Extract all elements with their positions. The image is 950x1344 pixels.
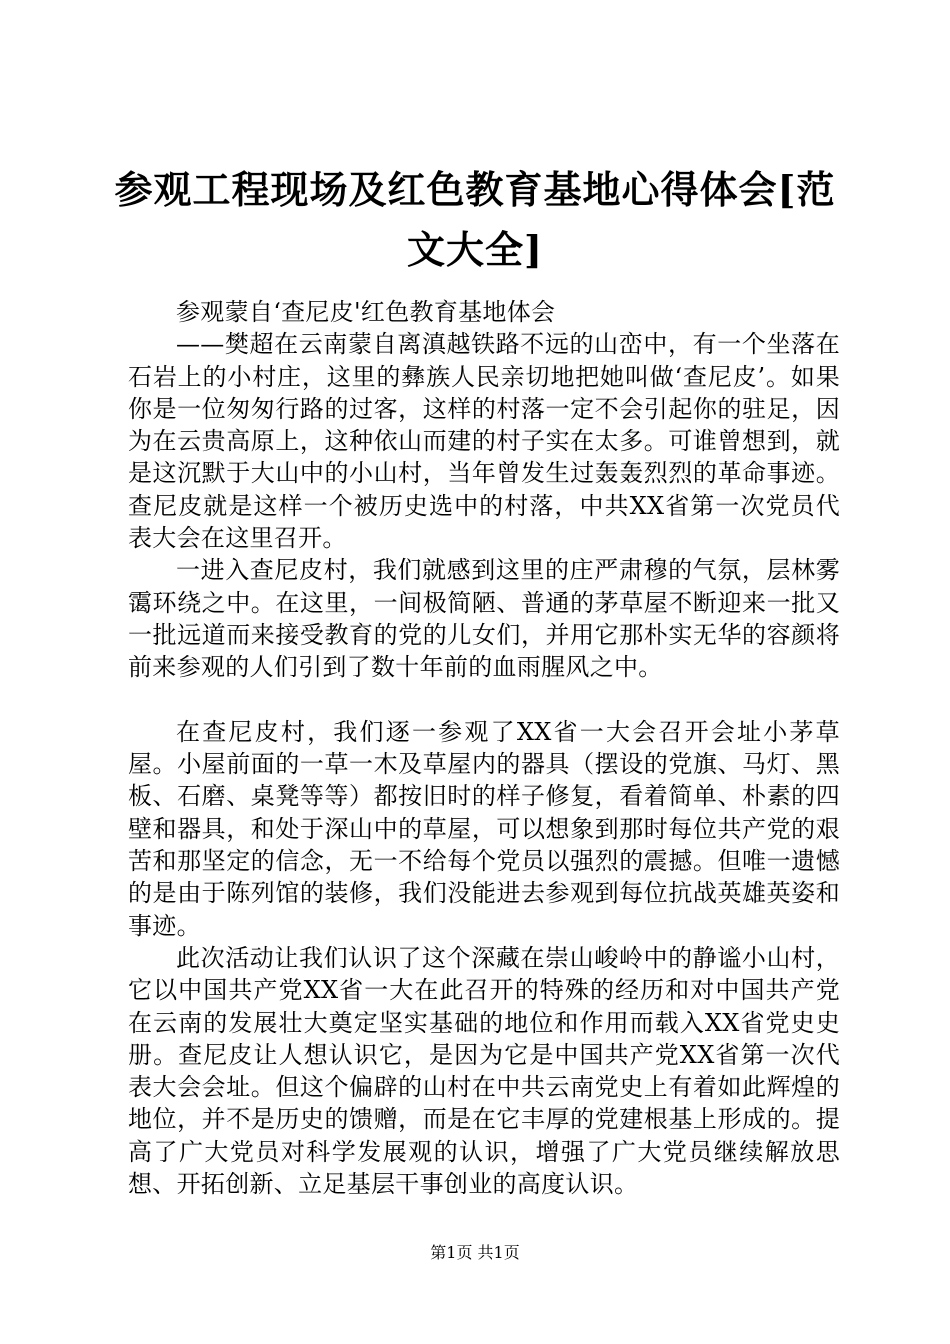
body-paragraph-2: 一进入查尼皮村，我们就感到这里的庄严肃穆的气氛，层林雾霭环绕之中。在这里，一间极简陋、普通的茅草屋不断迎来一批又一批远道而来接受教育的党的儿女们，并用它那朴实无华的容颜将前来参观的人们引到了数十年前的血雨腥风之中。 xyxy=(128,556,840,682)
subtitle-paragraph: 参观蒙自‘查尼皮'红色教育基地体会 xyxy=(176,298,556,326)
document-title: 参观工程现场及红色教育基地心得体会[范文大全] xyxy=(114,167,836,272)
body-paragraph-1: ——樊超在云南蒙自离滇越铁路不远的山峦中，有一个坐落在石岩上的小村庄，这里的彝族人民亲切地把她叫做‘查尼皮’。如果你是一位匆匆行路的过客，这样的村落一定不会引起你的驻足，因为在云贵高原上，这种依山而建的村子实在太多。可谁曾想到，就是这沉默于大山中的小山村，当年曾发生过轰轰烈烈的革命事迹。查尼皮就是这样一个被历史选中的村落，中共XX省第一次党员代表大会在这里召开。 xyxy=(128,330,840,553)
blank-line xyxy=(128,684,840,716)
body-paragraph-4: 此次活动让我们认识了这个深藏在崇山峻岭中的静谧小山村，它以中国共产党XX省一大在此召开的特殊的经历和对中国共产党在云南的发展壮大奠定坚实基础的地位和作用而载入XX省党史史册。查尼皮让人想认识它，是因为它是中国共产党XX省第一次代表大会会址。但这个偏辟的山村在中共云南党史上有着如此辉煌的地位，并不是历史的馈赠，而是在它丰厚的党建根基上形成的。提高了广大党员对科学发展观的认识，增强了广大党员继续解放思想、开拓创新、立足基层干事创业的高度认识。 xyxy=(128,943,840,1199)
page-number-footer: 第1页 共1页 xyxy=(430,1243,520,1262)
body-paragraph-3: 在查尼皮村，我们逐一参观了XX省一大会召开会址小茅草屋。小屋前面的一草一木及草屋内的器具（摆设的党旗、马灯、黑板、石磨、桌凳等等）都按旧时的样子修复，看着简单、朴素的四壁和器具，和处于深山中的草屋，可以想象到那时每位共产党的艰苦和那坚定的信念，无一不给每个党员以强烈的震撼。但唯一遗憾的是由于陈列馆的装修，我们没能进去参观到每位抗战英雄英姿和事迹。 xyxy=(128,717,840,940)
document-body xyxy=(128,296,840,1200)
